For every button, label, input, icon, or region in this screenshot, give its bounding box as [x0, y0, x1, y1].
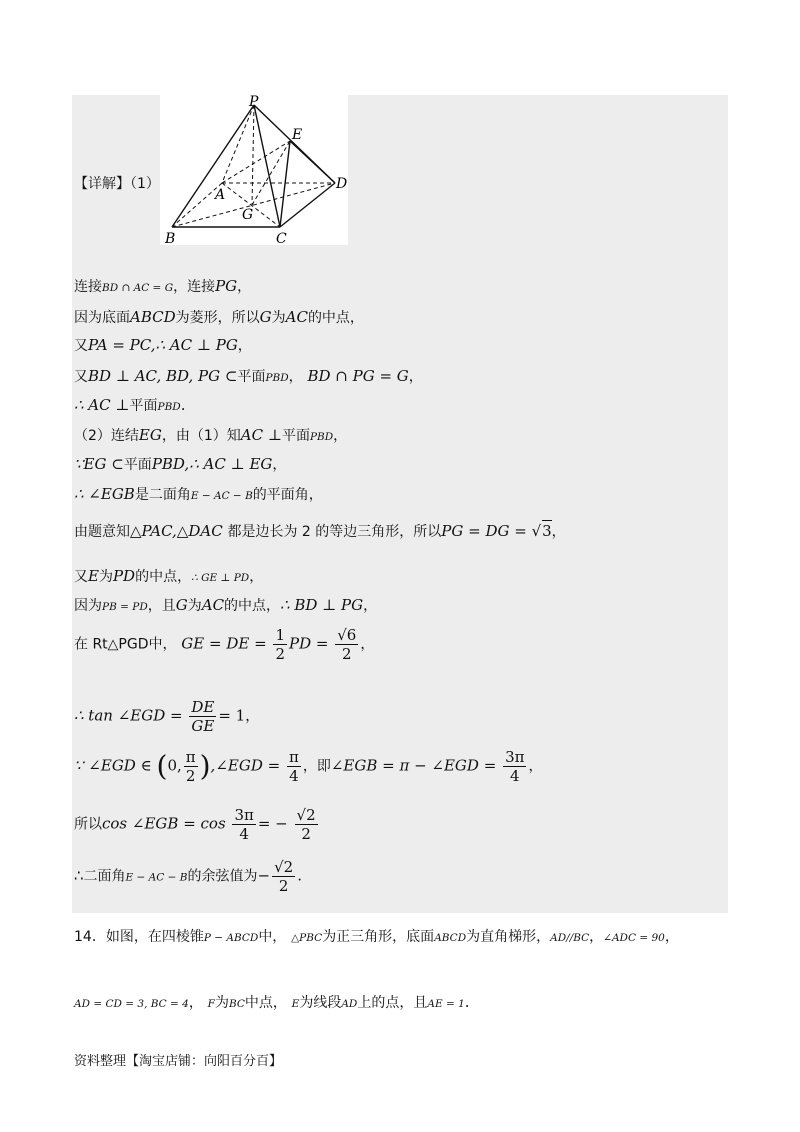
label-A: A — [215, 187, 226, 203]
solution-line-10: 又E为PD的中点，∴ GE ⊥ PD， — [74, 567, 264, 585]
label-C: C — [276, 231, 287, 245]
solution-line-5: ∴ AC ⊥平面PBD. — [74, 396, 186, 414]
solution-line-9: 由题意知△PAC,△DAC 都是边长为 2 的等边三角形，所以PG = DG = √3， — [74, 522, 566, 540]
solution-line-14: ∵ ∠EGD ∈ (0, $\frac{\pi}{2}$ ),∠EGD = $\frac{\pi}{4}$ ，即∠EGB = π − ∠EGD = $\frac{3\pi}{4}$ ， — [74, 748, 543, 785]
solution-line-1: 连接BD ∩ AC = G，连接PG， — [74, 277, 252, 295]
solution-line-6: （2）连结EG，由（1）知AC ⊥平面PBD， — [74, 426, 348, 444]
label-P: P — [249, 95, 259, 110]
solution-line-4: 又BD ⊥ AC, BD, PG ⊂平面PBD， BD ∩ PG = G， — [74, 367, 423, 385]
problem-14-line-1: 14．如图，在四棱锥P − ABCD中， △PBC为正三角形，底面ABCD为直角梯形，AD//BC，∠ADC = 90， — [74, 929, 679, 945]
problem-14-line-2: AD = CD = 3, BC = 4， F为BC中点， E为线段AD上的点，且AE = 1. — [74, 993, 470, 1011]
solution-line-2: 因为底面ABCD为菱形，所以G为AC的中点， — [74, 308, 364, 326]
solution-line-15: 所以cos ∠EGB = cos $\frac{3\pi}{4}$ = − $\frac{√2}{2}$ — [74, 806, 316, 843]
pyramid-figure — [160, 95, 348, 245]
label-B: B — [165, 231, 176, 245]
solution-line-11: 因为PB = PD，且G为AC的中点，∴ BD ⊥ PG， — [74, 596, 378, 614]
footer-source-note: 资料整理【淘宝店铺：向阳百分百】 — [74, 1054, 283, 1069]
solution-line-8: ∴ ∠EGB是二面角E − AC − B的平面角， — [74, 485, 323, 503]
label-G: G — [242, 207, 254, 223]
solution-line-16: ∴二面角E − AC − B的余弦值为− $\frac{√2}{2}$ . — [74, 858, 302, 895]
label-D: D — [336, 176, 348, 192]
solution-line-7: ∵EG ⊂平面PBD,∴ AC ⊥ EG， — [74, 455, 287, 473]
solution-line-12: 在 Rt△PGD中， GE = DE = $\frac{1}{2}$ PD = $\frac{√6}{2}$ ， — [74, 626, 375, 663]
solution-line-13: ∴ tan ∠EGD = $\frac{DE}{GE}$ = 1， — [74, 698, 260, 735]
solution-line-3: 又PA = PC,∴ AC ⊥ PG， — [74, 336, 252, 354]
solution-heading: 【详解】（1） — [74, 176, 160, 192]
label-E: E — [292, 127, 303, 143]
